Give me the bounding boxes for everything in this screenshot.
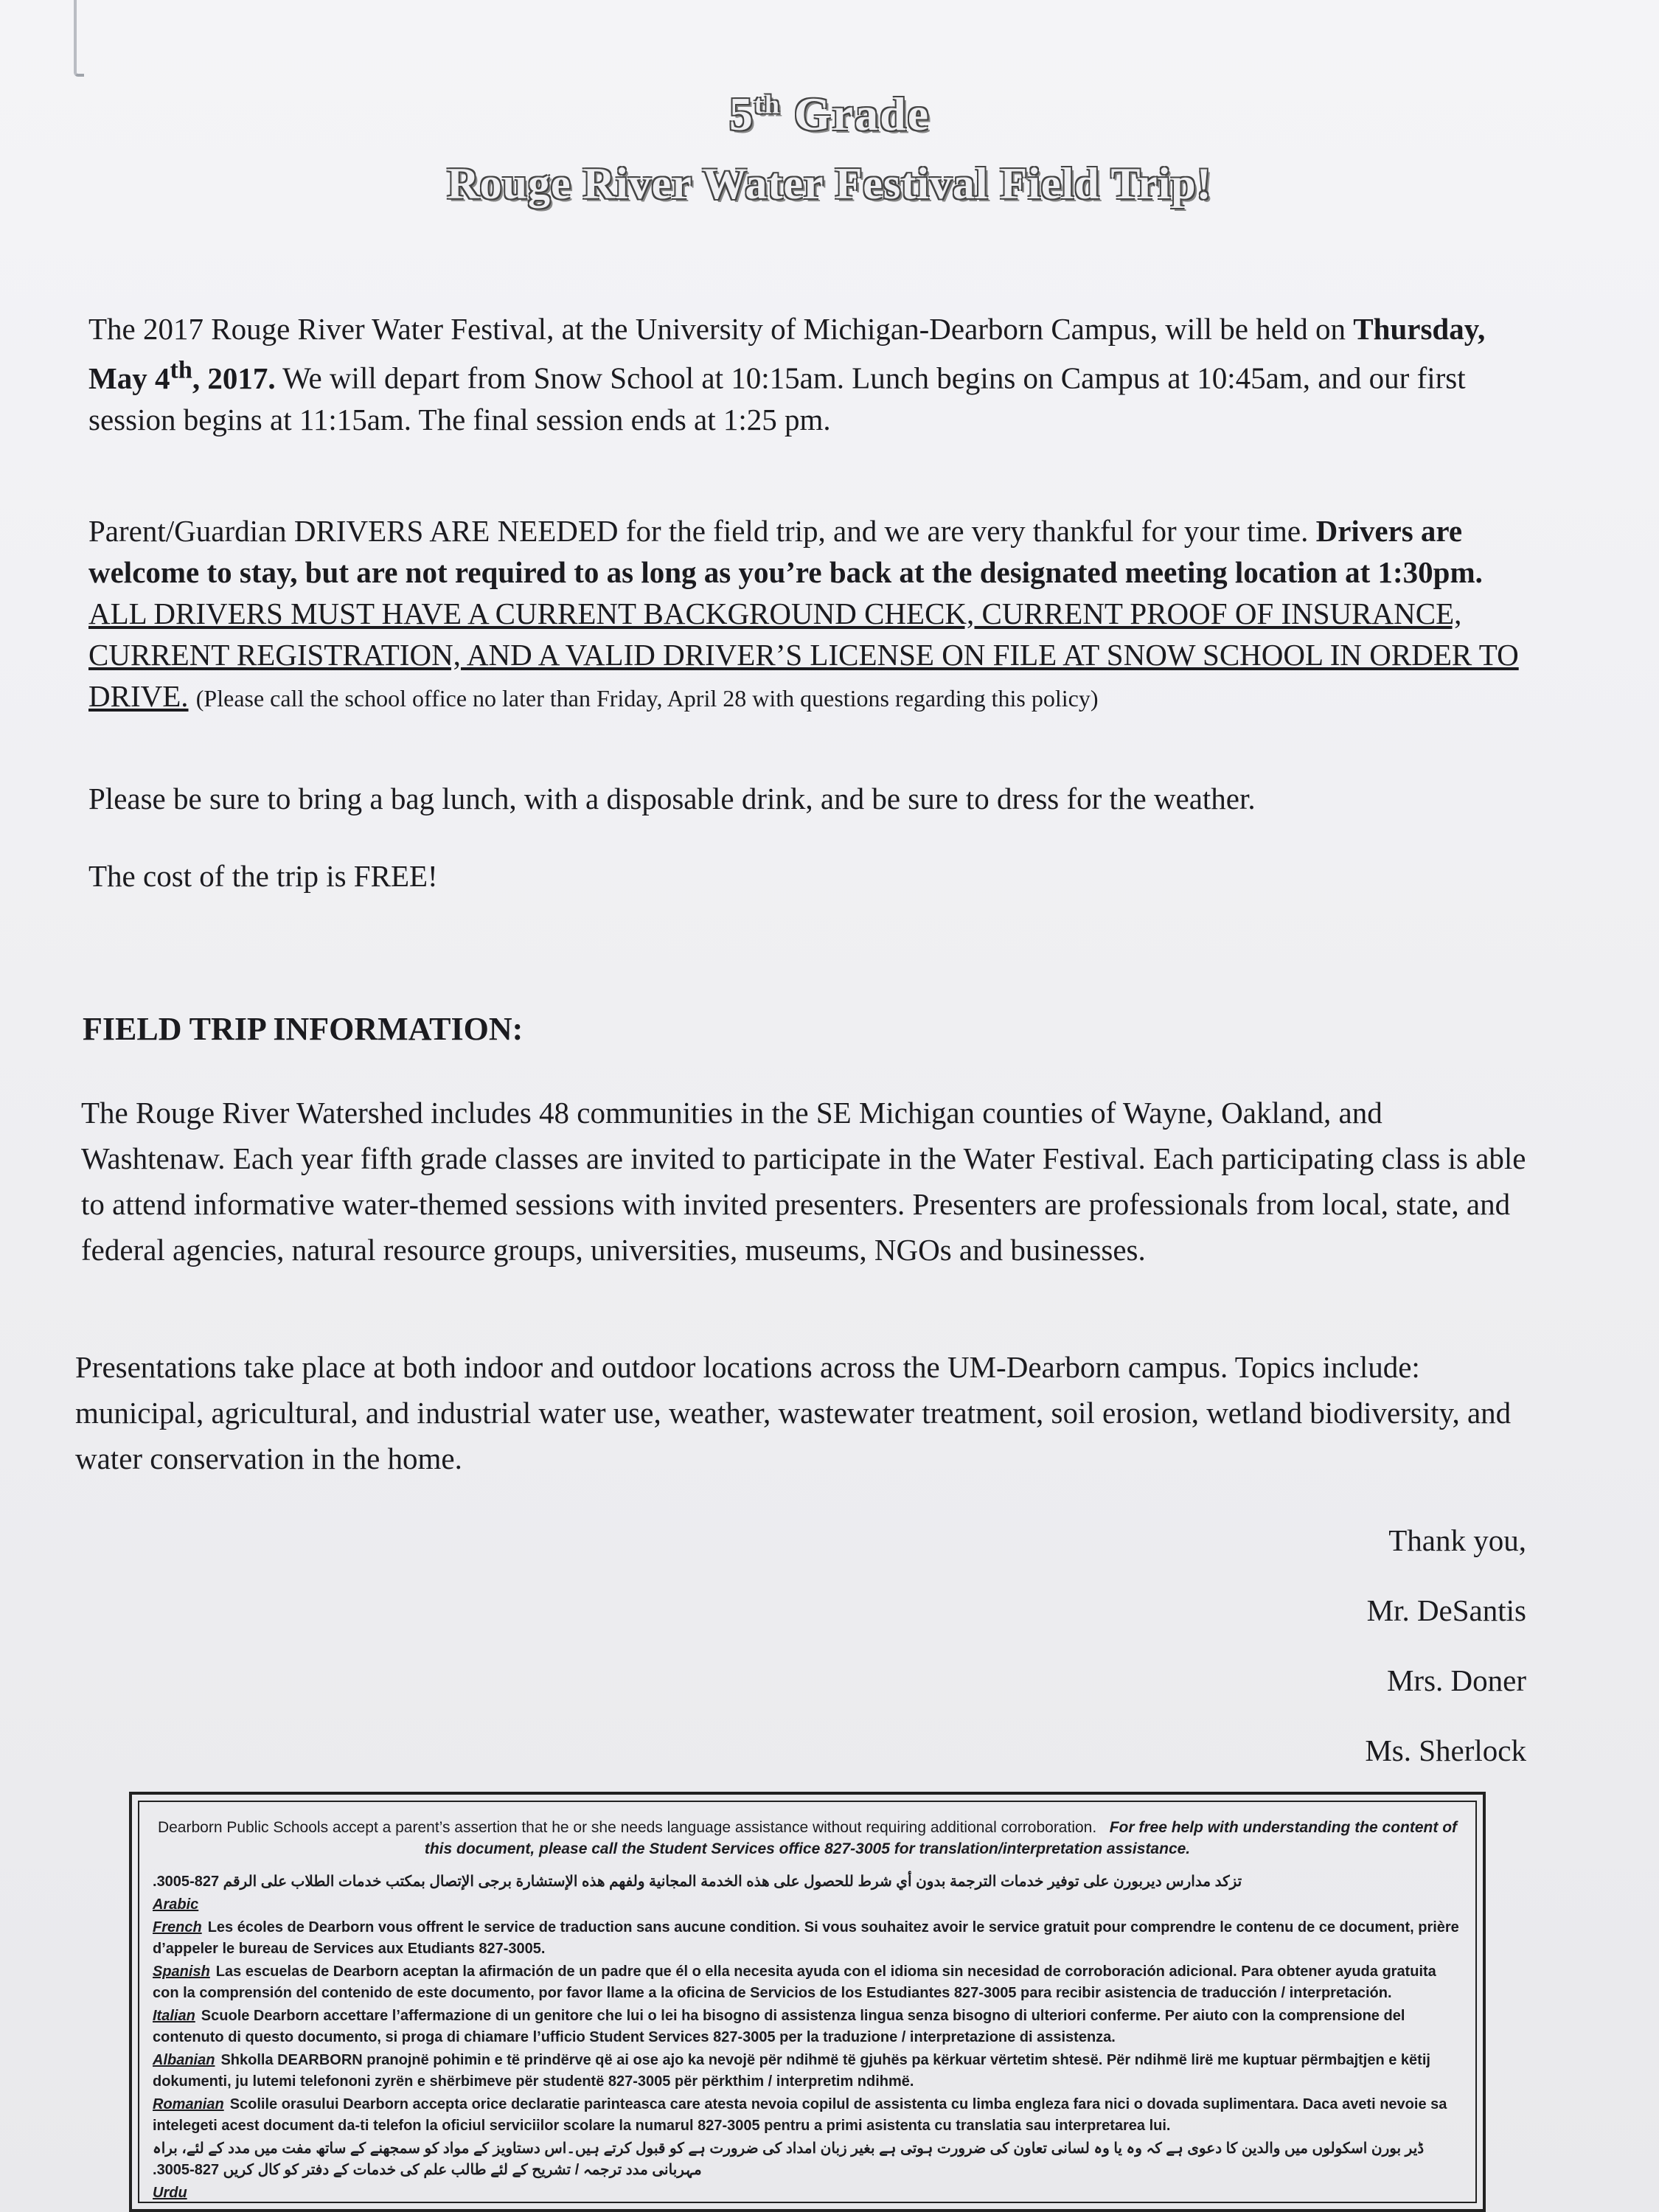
language-text: Las escuelas de Dearborn aceptan la afirmación de un padre que él o ella necesita ayuda con el idioma sin necesidad de corroboración adicional. Para obtener ayuda gratuita con la comprensión del contenido de este documento, por favor llame a la oficina de Servicios de los Estudiantes 827-3005 para recibir asistencia de traducción / interpretación. (153, 1964, 1436, 2001)
language-text: Scuole Dearborn accettare l’affermazione di un genitore che lui o lei ha bisogno di assistenza lingua senza bisogno di ulteriori conferme. Per aiuto con la comprensione del contenuto di questo documento, si proga di chiamare l’ufficio Student Services 827-3005 per la traduzione / interpretazione di assistenza. (153, 2008, 1405, 2045)
schedule-text-c: We will depart from Snow School at 10:15am. Lunch begins on Campus at 10:45am, and our first session begins at 11:15am. The final session ends at 1:25 pm. (88, 361, 1466, 437)
signature-block (1365, 1506, 1526, 1786)
paragraph-cost: The cost of the trip is FREE! (88, 859, 438, 893)
notice-intro-text: Dearborn Public Schools accept a parent’s assertion that he or she needs language assistance without requiring additional corroboration. (157, 1819, 1097, 1836)
notice-row-romanian (153, 2094, 1462, 2137)
language-label: Romanian (153, 2096, 224, 2112)
notice-row-spanish (153, 1961, 1462, 2004)
grade-suffix: th (754, 89, 781, 119)
notice-inner-border (138, 1801, 1477, 2203)
paragraph-presentations: Presentations take place at both indoor and outdoor locations across the UM-Dearborn campus. Topics include: municipal, agricultural, and industrial water use, weather, wastewater treatment, soil erosion, wetland biodiversity, and water conservation in the home. (75, 1350, 1512, 1475)
drivers-text-a: Parent/Guardian DRIVERS ARE NEEDED for the field trip, and we are very thankful for your time. (88, 514, 1316, 548)
signer-name: Mrs. Doner (1386, 1663, 1526, 1697)
notice-arabic-text: تزكد مدارس ديربورن على توفير خدمات الترجمة بدون أي شرط للحصول على هذه الخدمة المجانية ولفهم هذه الإستشارة برجى الإتصال بمكتب خدمات الطلاب على الرقم 827-3005. (153, 1874, 1242, 1890)
notice-intro (153, 1817, 1462, 1860)
language-label: Arabic (153, 1896, 199, 1913)
event-date-year: , 2017. (192, 361, 276, 395)
notice-row-italian (153, 2006, 1462, 2048)
grade-number: 5 (728, 88, 754, 140)
notice-urdu-text: ڈیر بورن اسکولوں میں والدین کا دعوی ہے کہ وہ یا وہ لسانی تعاون کی ضرورت ہوتی ہے بغیر زبان امداد کی ضرورت ہے کو قبول کرتے ہیں۔اس دستاویز کے مواد کو سمجھنے کے ساتھ مفت میں مدد کے لئے، براہ مہربانی مدد ترجمہ / تشریح کے لئے طالب علم کی خدمات کے دفتر کو کال کریں 827-3005. (153, 2140, 1425, 2178)
drivers-text-bold: Drivers are welcome to stay, but are not required to as long as you’re back at the designated meeting location at 1:30pm. (88, 514, 1483, 589)
language-text: Les écoles de Dearborn vous offrent le service de traduction sans aucune condition. Si vous souhaitez avoir le service gratuit pour comprendre le contenu de ce document, prière d’appeler le bureau de Services aux Etudiants 827-3005. (153, 1919, 1459, 1957)
page-title: Rouge River Water Festival Field Trip! (447, 159, 1212, 208)
paragraph-drivers (88, 510, 1534, 719)
language-label: Italian (153, 2008, 195, 2024)
field-trip-info-heading: FIELD TRIP INFORMATION: (83, 1011, 524, 1047)
language-label: Spanish (153, 1964, 210, 1980)
drivers-note: (Please call the school office no later than Friday, April 28 with questions regarding this policy) (195, 685, 1099, 712)
event-date-day: Thursday, May 4 (88, 312, 1486, 395)
language-label: Urdu (153, 2185, 187, 2201)
grade-word: Grade (793, 88, 931, 140)
schedule-text-a: The 2017 Rouge River Water Festival, at the University of Michigan-Dearborn Campus, will be held on (88, 312, 1354, 346)
language-label: Albanian (153, 2052, 215, 2068)
drivers-requirements: ALL DRIVERS MUST HAVE A CURRENT BACKGROUND CHECK, CURRENT PROOF OF INSURANCE, CURRENT REGISTRATION, AND A VALID DRIVER’S LICENSE ON FILE AT SNOW SCHOOL IN ORDER TO DRIVE. (88, 597, 1519, 713)
notice-row-albanian (153, 2050, 1462, 2093)
notice-row-french (153, 1917, 1462, 1960)
signer-name: Ms. Sherlock (1365, 1733, 1526, 1767)
notice-row-arabic (153, 1894, 1462, 1916)
paragraph-watershed: The Rouge River Watershed includes 48 communities in the SE Michigan counties of Wayne, Oakland, and Washtenaw. Each year fifth grade classes are invited to participate in the Water Festival. Each participating class is able to attend informative water-themed sessions with invited presenters. Presenters are professionals from local, state, and federal agencies, natural resource groups, universities, museums, NGOs and businesses. (81, 1096, 1526, 1267)
paragraph-schedule (88, 308, 1534, 440)
language-label: French (153, 1919, 202, 1935)
notice-intro-help: For free help with understanding the content of this document, please call the Student Services office 827-3005 for translation/interpretation assistance. (424, 1819, 1458, 1857)
notice-row-urdu (153, 2183, 1462, 2203)
language-text: Shkolla DEARBORN pranojnë pohimin e të prindërve që ai ose ajo ka nevojë për ndihmë të gjuhës pa kërkuar vërtetim shtesë. Për ndihmë lirë me kuptuar përmbajtjen e këtij dokumenti, ju lutemi telefononi zyrën e shërbimeve për studentë 827-3005 për përkthim / interpretim ndihmë. (153, 2052, 1430, 2090)
language-assistance-notice (129, 1792, 1486, 2212)
closing: Thank you, (1388, 1523, 1526, 1557)
event-date-suffix: th (170, 356, 192, 383)
language-text: Scolile orasului Dearborn accepta orice declaratie parinteasca care atesta nevoia copilul de assistenta cu limba engleza fara nici o dovada suplimentara. Daca aveti nevoie sa intelegeti acest document da-ti telefon la oficiul serviciilor scolare la numarul 827-3005 pentru a primi asistenta cu translatia sau interpretarea lui. (153, 2096, 1447, 2134)
grade-heading (0, 87, 1659, 142)
signer-name: Mr. DeSantis (1366, 1593, 1526, 1627)
staple (74, 0, 84, 77)
paragraph-lunch: Please be sure to bring a bag lunch, with a disposable drink, and be sure to dress for the weather. (88, 782, 1256, 815)
